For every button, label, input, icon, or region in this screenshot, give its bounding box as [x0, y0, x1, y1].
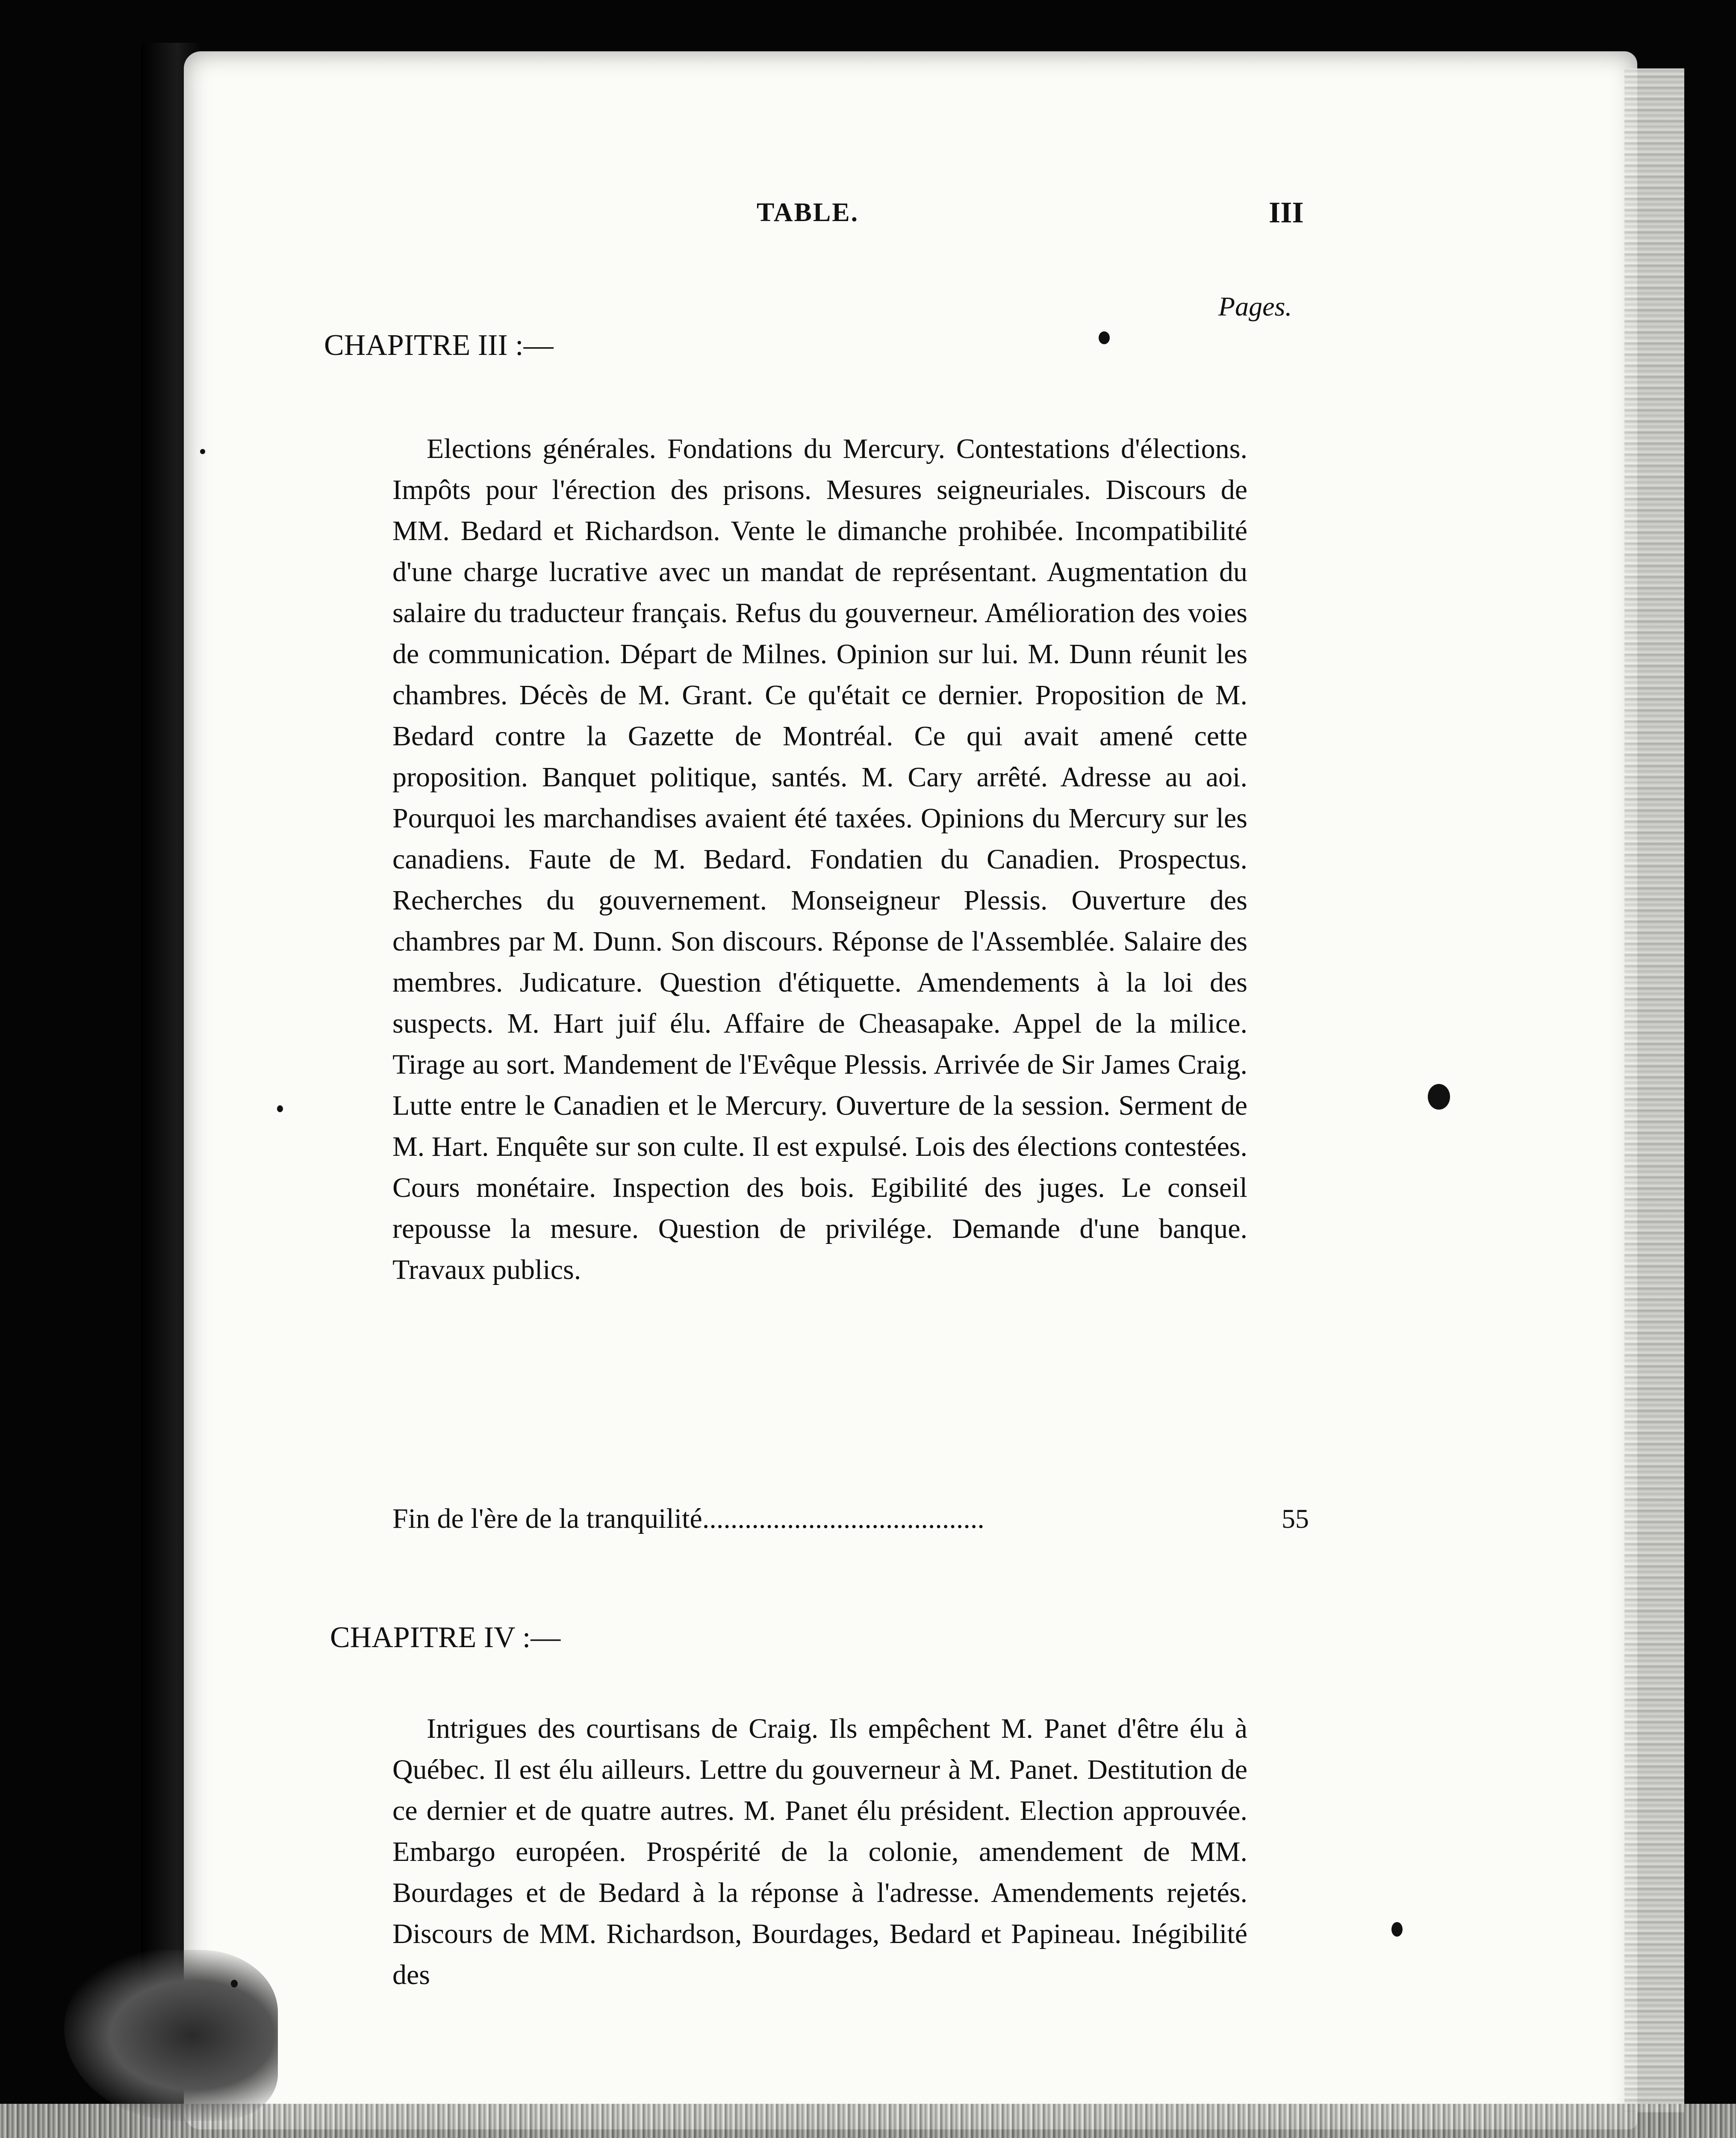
pages-column-label: Pages.	[1218, 291, 1292, 322]
dot-leader: ........................................	[702, 1503, 984, 1534]
running-header-page-number: III	[1269, 196, 1304, 229]
chapter-summary: Elections générales. Fondations du Mercury. Contestations d'élections. Impôts pour l'érection des prisons. Mesures seigneuriales. Discours de MM. Bedard et Richardson. Vente le dimanche prohibée. Incompatibilité d'une charge lucrative avec un mandat de représentant. Augmentation du salaire du traducteur français. Refus du gouverneur. Amélioration des voies de communication. Départ de Milnes. Opinion sur lui. M. Dunn réunit les chambres. Décès de M. Grant. Ce qu'était ce dernier. Proposition de M. Bedard contre la Gazette de Montréal. Ce qui avait amené cette proposition. Banquet politique, santés. M. Cary arrêté. Adresse au aoi. Pourquoi les marchandises avaient été taxées. Opinions du Mercury sur les canadiens. Faute de M. Bedard. Fondatien du Canadien. Prospectus. Recherches du gouvernement. Monseigneur Plessis. Ouverture des chambres par M. Dunn. Son discours. Réponse de l'Assemblée. Salaire des membres. Judicature. Question d'étiquette. Amendements à la loi des suspects. M. Hart juif élu. Affaire de Cheasapake. Appel de la milice. Tirage au sort. Mandement de l'Evêque Plessis. Arrivée de Sir James Craig. Lutte entre le Canadien et le Mercury. Ouverture de la session. Serment de M. Hart. Enquête sur son culte. Il est expulsé. Lois des élections contestées. Cours monétaire. Inspection des bois. Egibilité des juges. Le conseil repousse la mesure. Question de privilége. Demande d'une banque. Travaux publics.	[392, 433, 1247, 1285]
chapter-page-reference: 55	[1282, 1503, 1309, 1534]
ink-speck	[1428, 1084, 1450, 1110]
chapter-heading: CHAPITRE IV :—	[330, 1621, 561, 1654]
ink-speck	[200, 449, 205, 454]
page-bottom-edge	[0, 2104, 1736, 2138]
ink-speck	[277, 1105, 283, 1112]
chapter-summary: Intrigues des courtisans de Craig. Ils empêchent M. Panet d'être élu à Québec. Il est élu ailleurs. Lettre du gouverneur à M. Panet. Destitution de ce dernier et de quatre autres. M. Panet élu président. Election approuvée. Embargo européen. Prospérité de la colonie, amendement de MM. Bourdages et de Bedard à la réponse à l'adresse. Amendements rejetés. Discours de MM. Richardson, Bourdages, Bedard et Papineau. Inégibilité des	[392, 1713, 1247, 1990]
running-header-title: TABLE.	[757, 198, 859, 227]
page-edge-stack	[1624, 68, 1684, 2112]
chapter-summary-last-line	[392, 1498, 1247, 1539]
ink-speck	[1099, 331, 1110, 344]
chapter-heading: CHAPITRE III :—	[324, 329, 554, 362]
ink-speck	[231, 1980, 238, 1987]
last-line-text: Fin de l'ère de la tranquilité	[392, 1503, 702, 1534]
ink-speck	[1391, 1922, 1403, 1937]
